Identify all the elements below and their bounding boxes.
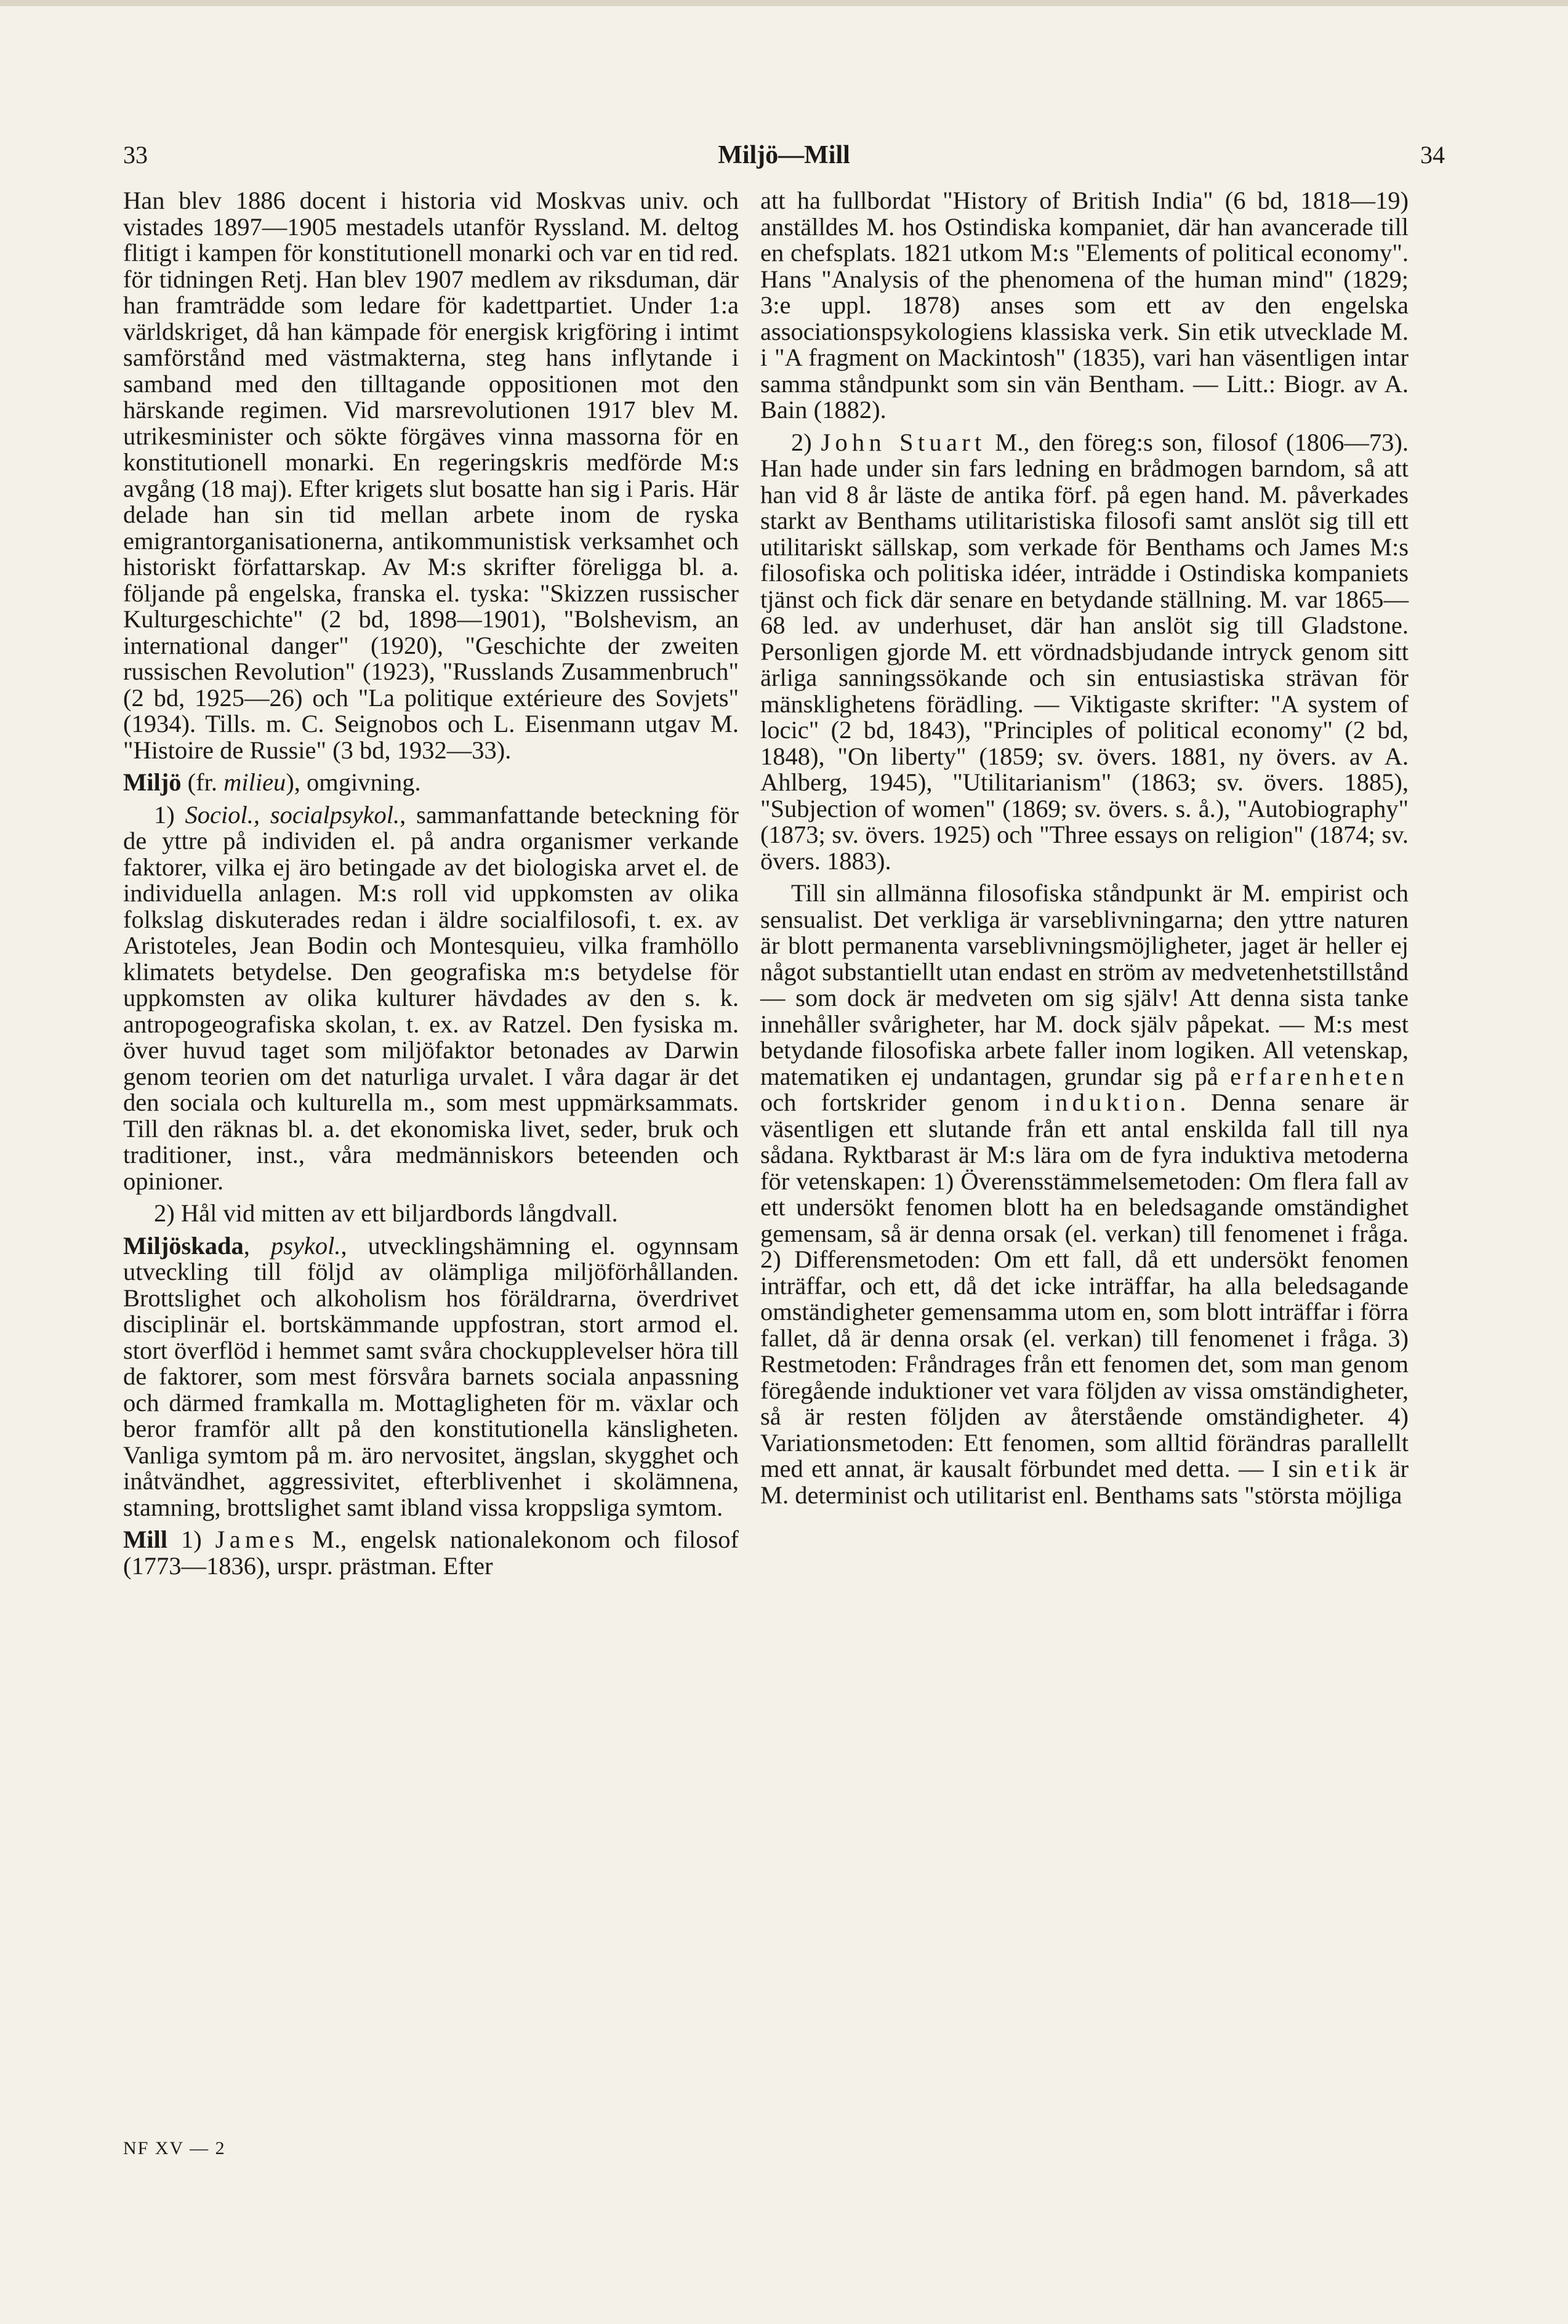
entry-mill-number: 1) xyxy=(167,1526,215,1553)
entry-miljo-text: (fr. xyxy=(181,768,224,796)
entry-miljo-italic: milieu xyxy=(223,768,286,796)
sense-1-text: , sammanfattande beteckning för de yttre på individen el. på andra organismer verkande faktorer, vilka ej äro betingade av det biologiska arvet el. de individuella anlagen. M:s roll vid uppkomsten av olika folkslag diskuterades redan i äldre socialfilosofi, t. ex. av Aristoteles, Jean Bodin och Montesquieu, vilka framhöllo klimatets betydelse. Den geografiska m:s betydelse för uppkomsten av olika kulturer hävdades av den s. k. antropogeografiska skolan, t. ex. av Ratzel. Den fysiska m. över huvud taget som miljöfaktor betonades av Darwin genom teorien om det naturliga urvalet. I våra dagar är det den sociala och kulturella m., som mest uppmärksammats. Till den räknas bl. a. det ekonomiska livet, seder, bruk och traditioner, inst., våra medmänniskors beteenden och opinioner. xyxy=(123,800,739,1195)
entry-mill-name: James xyxy=(215,1526,299,1553)
running-title: Miljö—Mill xyxy=(718,141,850,169)
philosophy-text-a: Till sin allmänna filosofiska ståndpunkt är M. empirist och sensualist. Det verkliga är varseblivningarna; den yttre naturen är blott permanenta varseblivningsmöjligheter, jaget är heller ej något substantiellt utan endast en ström av medvetenhetstillstånd — som dock är medveten om sig själv! Att denna sista tanke innehåller svårigheter, har M. dock själv påpekat. — M:s mest betydande filosofiska arbete faller inom logiken. All vetenskap, matematiken ej undantagen, grundar sig på xyxy=(760,879,1409,1090)
sense-john-stuart-mill xyxy=(760,430,1409,875)
left-page-number: 33 xyxy=(123,141,148,169)
sense-number: 2) xyxy=(791,428,821,456)
right-column xyxy=(760,188,1409,1514)
john-stuart-name: John Stuart xyxy=(821,428,986,456)
entry-miljo xyxy=(123,770,739,796)
page-edge xyxy=(0,0,1568,6)
headword-miljoskada: Miljöskada xyxy=(123,1231,244,1260)
headword-miljo: Miljö xyxy=(123,768,182,796)
entry-miljo-tail: ), omgivning. xyxy=(286,768,421,796)
spaced-erfarenheten: erfarenheten xyxy=(1230,1062,1409,1090)
philosophy-text-b: och fortskrider genom xyxy=(760,1088,1044,1116)
running-header xyxy=(0,140,1568,177)
entry-mill-text: M., engelsk nationalekonom och filosof (1773—1836), urspr. prästman. Efter xyxy=(123,1526,739,1580)
spaced-etik: etik xyxy=(1325,1455,1381,1482)
sense-1-label: Sociol., socialpsykol. xyxy=(185,800,400,829)
headword-mill: Mill xyxy=(123,1526,167,1553)
entry-mill xyxy=(123,1527,739,1579)
spaced-induktion: induktion xyxy=(1043,1088,1180,1116)
sense-1-number: 1) xyxy=(154,800,185,829)
signature-mark: NF XV — 2 xyxy=(123,2138,226,2158)
paragraph-philosophy xyxy=(760,880,1409,1508)
entry-miljoskada: Miljöskada, psykol., utvecklingshämning el. ogynnsam utveckling till följd av olämpliga miljöförhållanden. Brottslighet och alkoholism hos föräldrarna, överdrivet disciplinär el. bortskämmande uppfostran, stort armod el. stort överflöd i hemmet samt svåra chockupplevelser höra till de faktorer, som mest försvåra barnets sociala anpassning och därmed framkalla m. Mottagligheten för m. växlar och beror framför allt på den konstitutionella känsligheten. Vanliga symtom på m. äro nervositet, ängslan, skygghet och inåtvändhet, aggressivitet, efterblivenhet i skolämnena, stamning, brottslighet samt ibland vissa kroppsliga symtom. xyxy=(123,1231,739,1521)
entry-miljoskada-text: , utvecklingshämning el. ogynnsam utveckling till följd av olämpliga miljöförhållanden. Brottslighet och alkoholism hos föräldrarna, överdrivet disciplinär el. bortskämmande uppfostran, stort armod el. stort överflöd i hemmet samt svåra chockupplevelser höra till de faktorer, som mest försvåra barnets sociala anpassning och därmed framkalla m. Mottagligheten för m. växlar och beror framför allt på den konstitutionella känsligheten. Vanliga symtom på m. äro nervositet, ängslan, skygghet och inåtvändhet, aggressivitet, efterblivenhet i skolämnena, stamning, brottslighet samt ibland vissa kroppsliga symtom. xyxy=(123,1231,739,1521)
philosophy-text-c: . Denna senare är väsentligen ett slutande från ett antal enskilda fall till nya sådana. Ryktbarast är M:s lära om de fyra induktiva metoderna för vetenskapen: 1) Överensstämmelsemetoden: Om flera fall av ett undersökt fenomen blott ha en beledsagande omständighet gemensam, så är denna orsak (el. verkan) till fenomenet i fråga. 2) Differensmetoden: Om ett fall, då ett undersökt fenomen inträffar, och ett, då det icke inträffar, ha alla beledsagande omständigheter gemensamma utom en, som blott inträffar i förra fallet, då är denna orsak (el. verkan) till fenomenet i fråga. 3) Restmetoden: Fråndrages från ett fenomen det, som man genom föregående induktioner vet vara följden av vissa omständigheter, så är resten följden av återstående omständigheter. 4) Variationsmetoden: Ett fenomen, som alltid förändras parallellt med ett annat, är kausalt förbundet med detta. — I sin xyxy=(760,1088,1409,1482)
sense-2: 2) Hål vid mitten av ett biljardbords långdvall. xyxy=(154,1199,618,1227)
john-stuart-text: M., den föreg:s son, filosof (1806—73). Han hade under sin fars ledning en brådmogen barndom, så att han vid 8 år läste de antika förf. på egen hand. M. påverkades starkt av Benthams utilitaristiska filosofi samt anslöt sig till ett utilitariskt sällskap, som verkade för Benthams och James M:s filosofiska och politiska idéer, inträdde i Ostindiska kompaniets tjänst och fick där senare en betydande ställning. M. var 1865—68 led. av underhuset, där han anslöt sig till Gladstone. Personligen gjorde M. ett vördnadsbjudande intryck genom sitt ärliga sanningssökande och sin entusiastiska strävan för mänsklighetens förädling. — Viktigaste skrifter: "A system of locic" (2 bd, 1843), "Principles of political economy" (2 bd, 1848), "On liberty" (1859; sv. övers. 1881, ny övers. av A. Ahlberg, 1945), "Utilitarianism" (1863; sv. övers. 1885), "Subjection of women" (1869; sv. övers. s. å.), "Autobiography" (1873; sv. övers. 1925) och "Three essays on religion" (1874; sv. övers. 1883). xyxy=(760,428,1409,875)
paragraph-james-mill-continued: att ha fullbordat "History of British India" (6 bd, 1818—19) anställdes M. hos Ostindiska kompaniet, där han avancerade till en chefsplats. 1821 utkom M:s "Elements of political economy". Hans "Analysis of the phenomena of the human mind" (1829; 3:e uppl. 1878) anses som ett av den engelska associationspsykologiens klassiska verk. Sin etik utvecklade M. i "A fragment on Mackintosh" (1835), vari han väsentligen intar samma ståndpunkt som sin vän Bentham. — Litt.: Biogr. av A. Bain (1882). xyxy=(760,187,1409,424)
entry-miljoskada-label: psykol. xyxy=(270,1231,341,1260)
left-column xyxy=(123,188,739,1585)
sense-1 xyxy=(123,802,739,1195)
paragraph-miljukov-continued: Han blev 1886 docent i historia vid Moskvas univ. och vistades 1897—1905 mestadels utanför Ryssland. M. deltog flitigt i kampen för konstitutionell monarki och var en tid red. för tidningen Retj. Han blev 1907 medlem av riksduman, där han framträdde som ledare för kadettpartiet. Under 1:a världskriget, då han kämpade för energisk krigföring i intimt samförstånd med västmakterna, steg hans inflytande i samband med den tilltagande oppositionen mot den härskande regimen. Vid marsrevolutionen 1917 blev M. utrikesminister och sökte förgäves vinna massorna för en konstitutionell monarki. En regeringskris medförde M:s avgång (18 maj). Efter krigets slut bosatte han sig i Paris. Här delade han sin tid mellan arbete inom de ryska emigrantorganisationerna, antikommunistisk verksamhet och historiskt författarskap. Av M:s skrifter föreligga bl. a. följande på engelska, franska el. tyska: "Skizzen russischer Kulturgeschichte" (2 bd, 1898—1901), "Bolshevism, an international danger" (1920), "Geschichte der zweiten russischen Revolution" (1923), "Russlands Zusammenbruch" (2 bd, 1925—26) och "La politique extérieure des Sovjets" (1934). Tills. m. C. Seignobos och L. Eisenmann utgav M. "Histoire de Russie" (3 bd, 1932—33). xyxy=(123,187,739,764)
philosophy-text-d: är M. determinist och utilitarist enl. Benthams sats "största möjliga xyxy=(760,1455,1409,1509)
right-page-number: 34 xyxy=(1420,141,1445,169)
